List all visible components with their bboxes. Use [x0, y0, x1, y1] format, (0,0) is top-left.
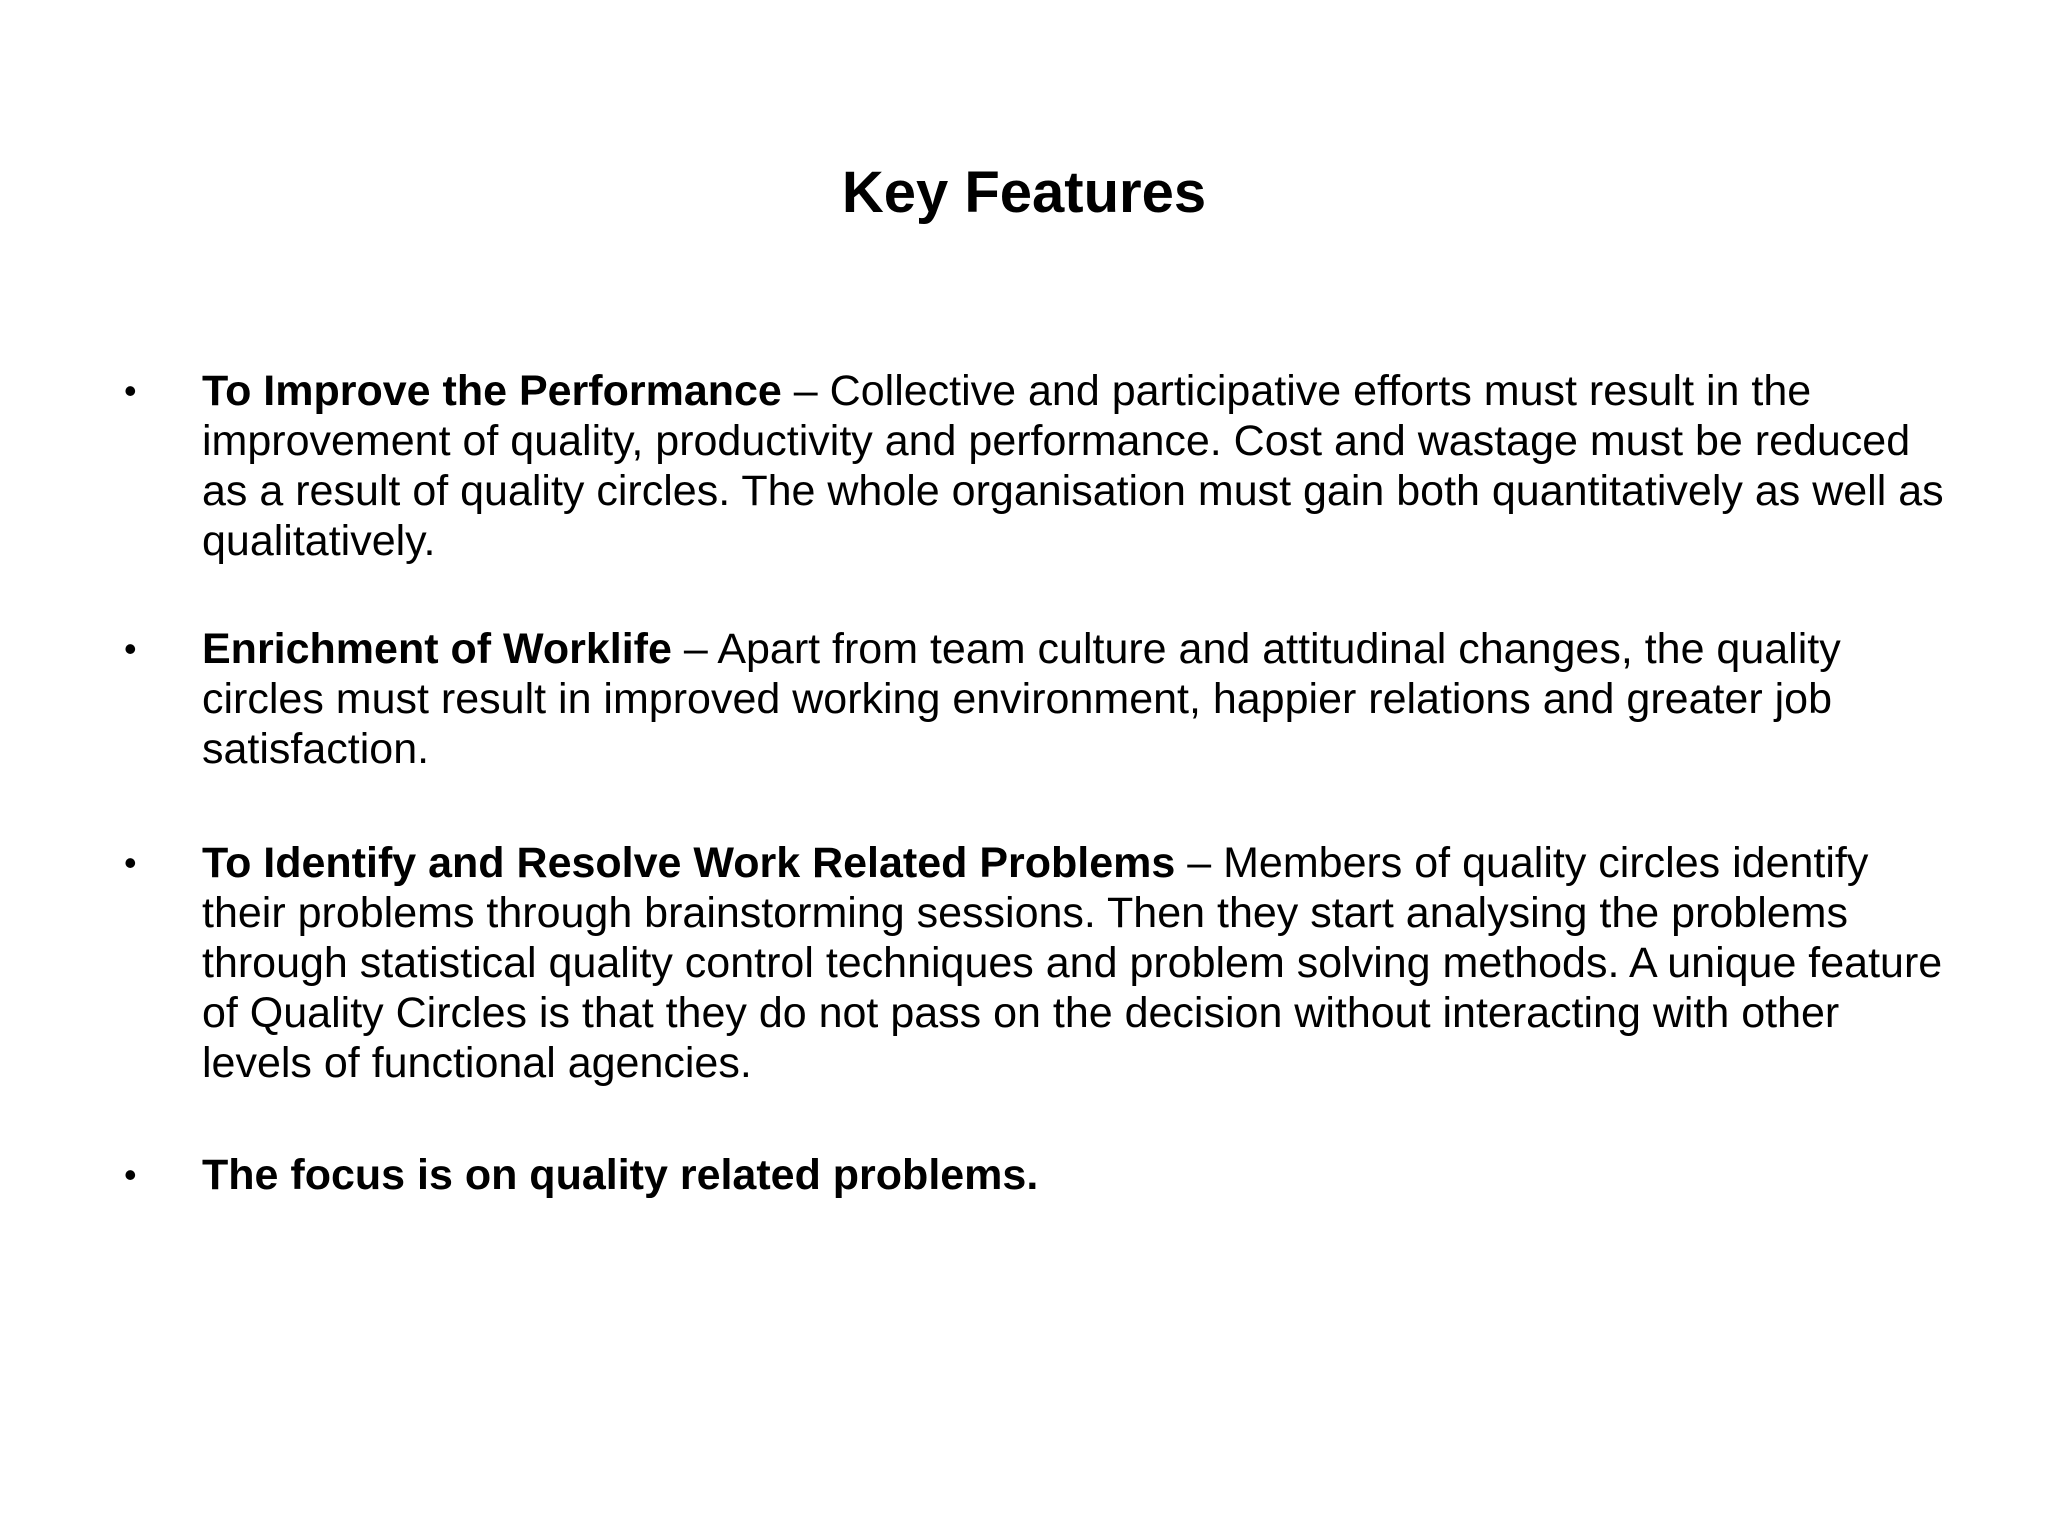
bullet-item-focus-quality [120, 1150, 1950, 1200]
bullet-heading: To Identify and Resolve Work Related Problems [202, 839, 1176, 887]
bullet-heading: The focus is on quality related problems. [202, 1151, 1039, 1199]
bullet-separator: – [671, 625, 718, 673]
bullet-text: Members of quality circles identify their problems through brainstorming sessions. Then they start analysing the problems through statistical quality control techniques and problem solving methods. A unique feature of Quality Circles is that they do not pass on the decision without interacting with other levels of functional agencies. [202, 839, 1943, 1087]
bullet-item-enrichment-worklife [120, 624, 1950, 774]
bullet-list [120, 366, 1950, 1258]
bullet-icon: • [124, 628, 137, 669]
bullet-item-improve-performance [120, 366, 1950, 566]
slide-title: Key Features [841, 160, 1207, 225]
bullet-icon: • [124, 842, 137, 883]
bullet-text: Collective and participative efforts must result in the improvement of quality, productivity and performance. Cost and wastage must be reduced as a result of quality circles. The whole organisation must gain both quantitatively as well as qualitatively. [202, 367, 1944, 565]
bullet-icon: • [124, 1154, 137, 1195]
bullet-separator: – [781, 367, 830, 415]
bullet-item-identify-resolve [120, 838, 1950, 1088]
bullet-separator: – [1175, 839, 1224, 887]
bullet-icon: • [124, 370, 137, 411]
bullet-text: Apart from team culture and attitudinal changes, the quality circles must result in improved working environment, happier relations and greater job satisfaction. [202, 625, 1841, 773]
bullet-heading: To Improve the Performance [202, 367, 782, 415]
bullet-heading: Enrichment of Worklife [202, 625, 672, 673]
